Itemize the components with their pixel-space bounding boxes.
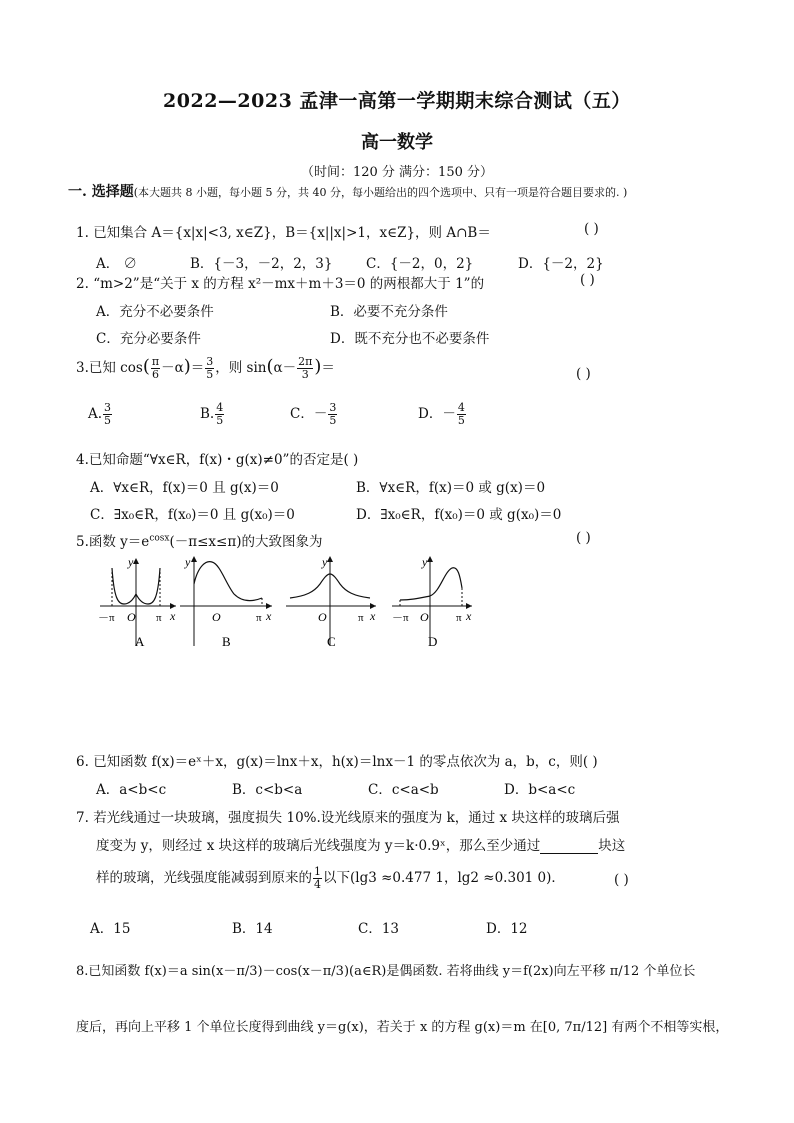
q6-stem: 已知函数 f(x)＝eˣ＋x，g(x)＝lnx＋x，h(x)＝lnx－1 的零点依次为 a，b，c，则( ) — [93, 754, 598, 770]
graph-a-origin: O — [127, 610, 136, 624]
q5-exponent: cosx — [149, 533, 170, 544]
q6-option-c: C．c<a<b — [368, 782, 439, 798]
q7-option-a: A．15 — [90, 921, 131, 937]
q8-line1: 已知函数 f(x)＝a sin(x－π/3)－cos(x－π/3)(a∈R)是偶函数. 若将曲线 y＝f(2x)向左平移 π/12 个单位长 — [88, 964, 696, 979]
graph-d-x: x — [466, 609, 472, 623]
q6-option-a: A．a<b<c — [96, 782, 167, 798]
q4-option-c: C．∃x₀∈R，f(x₀)＝0 且 g(x₀)＝0 — [90, 507, 295, 523]
q5-stem-b: (－π≤x≤π)的大致图象为 — [169, 534, 323, 550]
q3-option-d: D．－ $\frac{4}{5}$ — [418, 401, 465, 427]
q7-option-c: C．13 — [358, 921, 400, 937]
question-1 — [76, 221, 491, 241]
exam-title: 2022—2023 孟津一高第一学期期末综合测试（五） — [163, 90, 631, 112]
q3-stem-a: 已知 cos — [88, 360, 143, 376]
q1-number: 1. — [76, 225, 89, 241]
q1-stem: 已知集合 A＝{x|x|<3, x∈Z}，B＝{x||x|>1，x∈Z}，则 A∩B＝ — [93, 225, 491, 241]
q7-line3b: 以下(lg3 ≈0.477 1，lg2 ≈0.301 0)． — [323, 870, 565, 886]
section-title: 一. 选择题 — [68, 184, 134, 200]
question-7-line-2 — [96, 834, 625, 854]
graph-d-neg-pi: －π — [392, 612, 409, 624]
graph-a — [98, 555, 176, 649]
graph-d-y: y — [422, 555, 428, 569]
graph-b-y: y — [185, 555, 191, 569]
question-7-line-3 — [96, 866, 565, 891]
q2-option-b: B．必要不充分条件 — [330, 304, 448, 320]
q7-number: 7. — [76, 810, 89, 826]
q5-number: 5. — [76, 534, 89, 550]
q5-graphs — [0, 548, 794, 658]
q7-line3a: 样的玻璃，光线强度能减弱到原来的 — [96, 870, 312, 886]
q1-answer-paren: ( ) — [584, 221, 599, 237]
q7-line1: 若光线通过一块玻璃，强度损失 10%.设光线原来的强度为 k，通过 x 块这样的玻璃后强 — [93, 810, 620, 826]
q7-option-d: D．12 — [486, 921, 528, 937]
q4-option-a: A．∀x∈R，f(x)＝0 且 g(x)＝0 — [90, 480, 279, 496]
question-4 — [76, 448, 358, 468]
q3-option-a: A. $\frac{3}{5}$ — [88, 401, 112, 427]
graph-b-pos-pi: π — [256, 612, 262, 624]
q3-option-b: B. $\frac{4}{5}$ — [200, 401, 224, 427]
q5-stem-a: 函数 y＝e — [88, 534, 150, 550]
q4-option-d: D．∃x₀∈R，f(x₀)＝0 或 g(x₀)＝0 — [356, 507, 562, 523]
q3-option-c: C．－ $\frac{3}{5}$ — [290, 401, 337, 427]
graph-a-x: x — [170, 609, 176, 623]
q1-option-d: D．{－2，2} — [518, 256, 604, 272]
q1-option-c: C．{－2，0，2} — [366, 256, 474, 272]
q5-answer-paren: ( ) — [576, 530, 591, 546]
graph-d-pos-pi: π — [456, 612, 462, 624]
question-8-line-1 — [76, 960, 695, 979]
question-6 — [76, 750, 598, 770]
q4-option-b: B．∀x∈R，f(x)＝0 或 g(x)＝0 — [356, 480, 546, 496]
q3-minus-alpha: －α — [161, 360, 184, 376]
subject-title: 高一数学 — [361, 132, 433, 153]
graph-c-pos-pi: π — [358, 612, 364, 624]
question-2 — [76, 272, 484, 292]
graph-a-pos-pi: π — [156, 612, 162, 624]
q3-answer-paren: ( ) — [576, 366, 591, 382]
q2-option-d: D．既不充分也不必要条件 — [330, 331, 490, 347]
graph-a-label: A — [135, 634, 145, 649]
question-3: 3.已知 cos( $\frac{\pi}{6}$ －α)＝ $\frac{3}{5}$ ，则 sin(α－ $\frac{2\pi}{3}$ )＝ — [76, 355, 335, 381]
q6-number: 6. — [76, 754, 89, 770]
q3-stem-c: ，则 sin — [215, 360, 267, 376]
q7-line2a: 度变为 y，则经过 x 块这样的玻璃后光线强度为 y＝k·0.9ˣ，那么至少通过 — [96, 838, 541, 854]
q7-fill-blank — [540, 841, 598, 854]
q1-option-a: A． ∅ — [96, 256, 138, 272]
q3-alpha-minus: α－ — [273, 360, 297, 376]
graph-c-label: C — [327, 634, 336, 649]
graph-b-label: B — [222, 634, 231, 649]
question-7-line-1 — [76, 806, 619, 826]
q2-option-c: C．充分必要条件 — [96, 331, 201, 347]
q8-number: 8. — [76, 964, 89, 979]
section-heading — [68, 181, 627, 201]
graph-c-origin: O — [318, 610, 327, 624]
q4-stem: 已知命题“∀x∈R，f(x)・g(x)≠0”的否定是( ) — [88, 452, 359, 468]
graph-b-x: x — [266, 609, 272, 623]
graph-d — [392, 555, 472, 649]
q7-line2b: 块这 — [598, 838, 626, 854]
q8-line2: 度后，再向上平移 1 个单位长度得到曲线 y＝g(x)，若关于 x 的方程 g(x)＝m 在[0, 7π/12] 有两个不相等实根， — [76, 1020, 729, 1035]
question-5 — [76, 530, 322, 550]
graph-d-label: D — [428, 634, 438, 649]
q3-fraction-pi-6: $\frac{\pi}{6}$ — [151, 355, 160, 381]
q7-answer-paren: ( ) — [614, 872, 629, 888]
q7-fraction: $\frac{1}{4}$ — [314, 865, 321, 891]
q6-option-d: D．b<a<c — [504, 782, 576, 798]
q3-fraction-value: $\frac{3}{5}$ — [206, 355, 214, 381]
q6-option-b: B．c<b<a — [232, 782, 303, 798]
graph-b-origin: O — [212, 610, 221, 624]
exam-info: （时间：120 分 满分：150 分） — [300, 165, 494, 180]
q1-option-b: B．{－3，－2，2，3} — [190, 256, 333, 272]
q2-number: 2. — [76, 276, 89, 292]
q7-option-b: B．14 — [232, 921, 273, 937]
q3-equals-2: ＝ — [321, 360, 335, 376]
graph-c-x: x — [370, 609, 376, 623]
q3-fraction-2pi-3: $\frac{2\pi}{3}$ — [298, 355, 313, 381]
graph-c — [286, 555, 376, 649]
graph-c-y: y — [322, 555, 328, 569]
q2-option-a: A．充分不必要条件 — [96, 304, 214, 320]
q3-equals: ＝ — [190, 360, 205, 376]
graph-b — [180, 555, 272, 649]
graph-a-neg-pi: －π — [98, 612, 115, 624]
q2-stem: “m>2”是“关于 x 的方程 x²－mx＋m＋3＝0 的两根都大于 1”的 — [93, 276, 485, 292]
q3-number: 3. — [76, 360, 89, 376]
question-8-line-2 — [76, 1016, 728, 1035]
graph-d-origin: O — [420, 610, 429, 624]
graph-a-y: y — [128, 555, 134, 569]
section-note: (本大题共 8 小题，每小题 5 分，共 40 分，每小题给出的四个选项中、只有一项是符合题目要求的. ) — [133, 186, 628, 199]
q2-answer-paren: ( ) — [580, 272, 595, 288]
q4-number: 4. — [76, 452, 89, 468]
